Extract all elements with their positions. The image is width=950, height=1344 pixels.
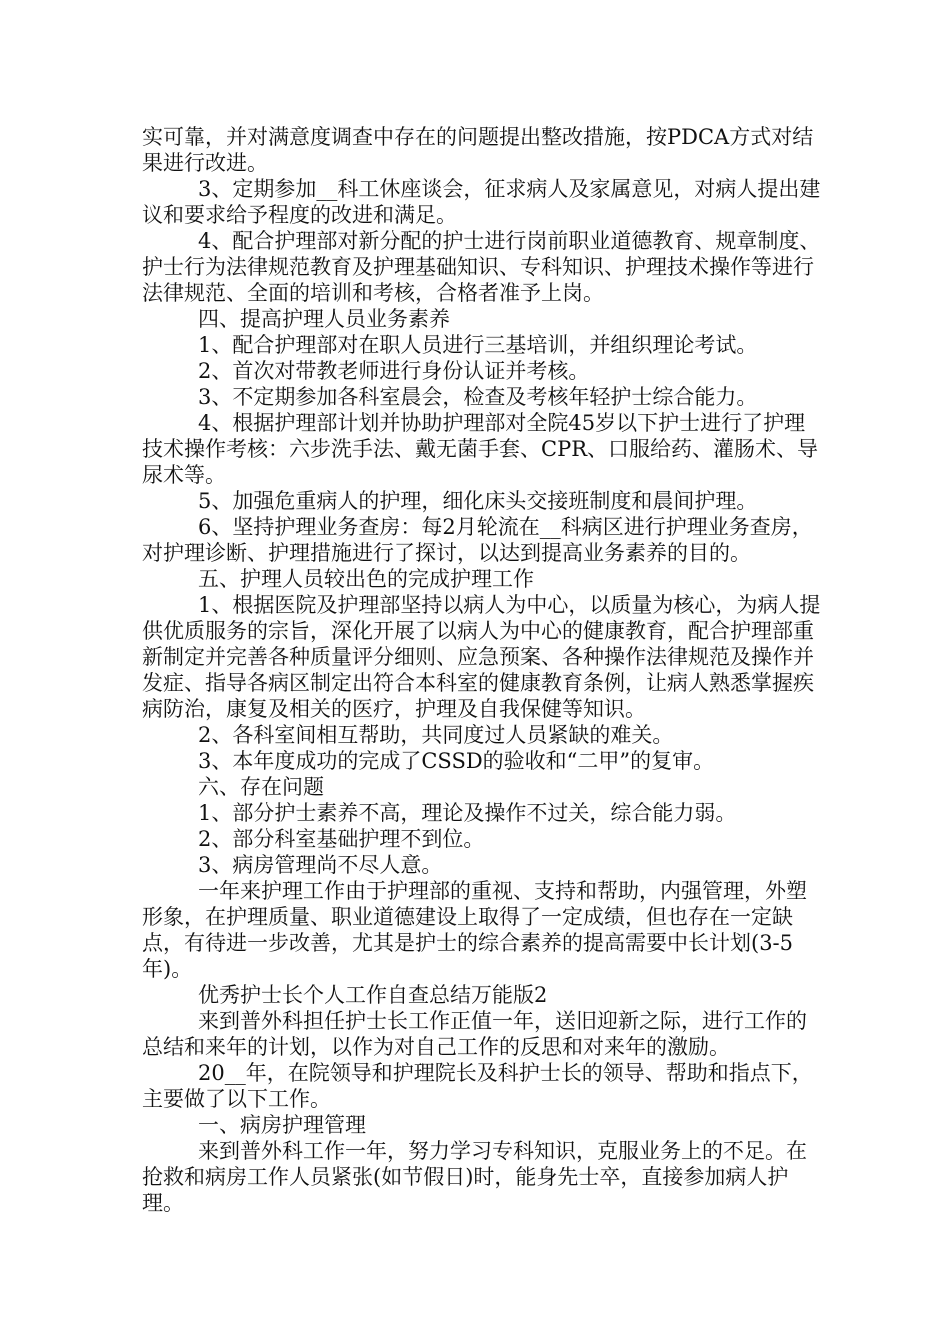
paragraph-13: 2、各科室间相互帮助，共同度过人员紧缺的难关。 [198, 723, 674, 747]
paragraph-18: 3、病房管理尚不尽人意。 [198, 853, 443, 877]
paragraph-21: 来到普外科担任护士长工作正值一年，送旧迎新之际，进行工作的总结和来年的计划，以作为对自己工作的反思和对来年的激励。 [142, 1009, 807, 1059]
paragraph-16: 1、部分护士素养不高，理论及操作不过关，综合能力弱。 [198, 801, 737, 825]
document-title-2: 优秀护士长个人工作自查总结万能版2 [198, 983, 548, 1007]
paragraph-7: 3、不定期参加各科室晨会，检查及考核年轻护士综合能力。 [198, 385, 758, 409]
paragraph-12: 1、根据医院及护理部坚持以病人为中心，以质量为核心，为病人提供优质服务的宗旨，深化开展了以病人为中心的健康教育，配合护理部重新制定并完善各种质量评分细则、应急预案、各种操作法律规范及操作并发症、指导各病区制定出符合本科室的健康教育条例，让病人熟悉掌握疾病防治，康复及相关的医疗，护理及自我保健等知识。 [142, 593, 821, 721]
paragraph-5: 1、配合护理部对在职人员进行三基培训，并组织理论考试。 [198, 333, 758, 357]
paragraph-10: 6、坚持护理业务查房：每2月轮流在__科病区进行护理业务查房，对护理诊断、护理措施进行了探讨，以达到提高业务素养的目的。 [142, 515, 813, 565]
paragraph-2: 3、定期参加__科工休座谈会，征求病人及家属意见，对病人提出建议和要求给予程度的改进和满足。 [142, 177, 821, 227]
section-heading-6: 六、存在问题 [198, 775, 324, 799]
paragraph-14: 3、本年度成功的完成了CSSD的验收和“二甲”的复审。 [198, 749, 715, 773]
section-heading-4: 四、提高护理人员业务素养 [198, 307, 450, 331]
paragraph-9: 5、加强危重病人的护理，细化床头交接班制度和晨间护理。 [198, 489, 758, 513]
paragraph-22: 20__年，在院领导和护理院长及科护士长的领导、帮助和指点下，主要做了以下工作。 [142, 1061, 813, 1111]
paragraph-1: 实可靠，并对满意度调查中存在的问题提出整改措施，按PDCA方式对结果进行改进。 [142, 125, 814, 175]
section-heading-5: 五、护理人员较出色的完成护理工作 [198, 567, 534, 591]
section-heading-1: 一、病房护理管理 [198, 1113, 366, 1137]
paragraph-8: 4、根据护理部计划并协助护理部对全院45岁以下护士进行了护理技术操作考核：六步洗手法、戴无菌手套、CPR、口服给药、灌肠术、导尿术等。 [142, 411, 819, 487]
paragraph-17: 2、部分科室基础护理不到位。 [198, 827, 485, 851]
document-body [142, 124, 822, 1216]
paragraph-6: 2、首次对带教老师进行身份认证并考核。 [198, 359, 590, 383]
paragraph-19: 一年来护理工作由于护理部的重视、支持和帮助，内强管理，外塑形象，在护理质量、职业道德建设上取得了一定成绩，但也存在一定缺点，有待进一步改善，尤其是护士的综合素养的提高需要中长计划(3-5年)。 [142, 879, 807, 981]
paragraph-24: 来到普外科工作一年，努力学习专科知识，克服业务上的不足。在抢救和病房工作人员紧张(如节假日)时，能身先士卒，直接参加病人护理。 [142, 1139, 807, 1215]
paragraph-3: 4、配合护理部对新分配的护士进行岗前职业道德教育、规章制度、护士行为法律规范教育及护理基础知识、专科知识、护理技术操作等进行法律规范、全面的培训和考核，合格者准予上岗。 [142, 229, 821, 305]
